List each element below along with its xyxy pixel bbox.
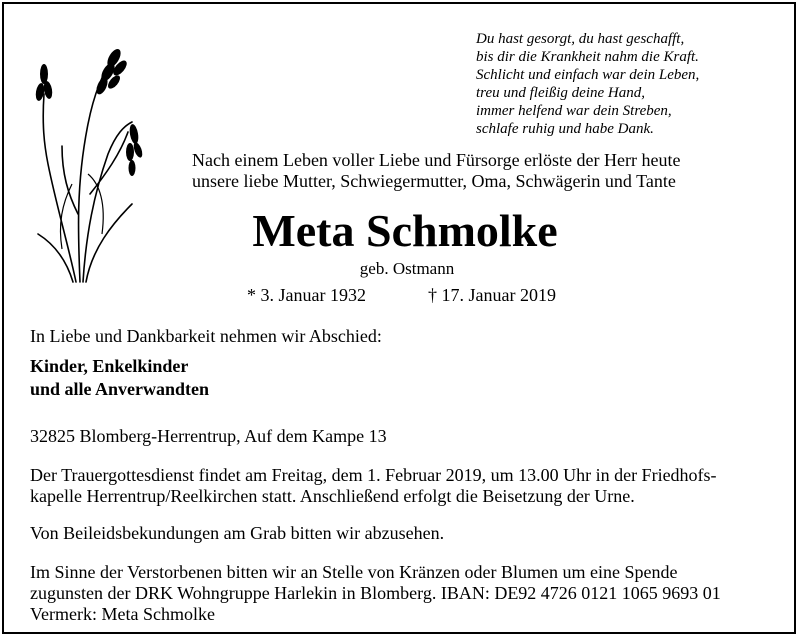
poem-line: bis dir die Krankheit nahm die Kraft.	[476, 49, 699, 65]
birth-name: geb. Ostmann	[359, 259, 455, 278]
donation-info	[30, 562, 721, 625]
farewell-text: In Liebe und Dankbarkeit nehmen wir Abschied:	[30, 326, 382, 346]
service-info	[30, 465, 717, 507]
poem	[476, 30, 699, 138]
address: 32825 Blomberg-Herrentrup, Auf dem Kampe 13	[30, 426, 387, 446]
condolence-note: Von Beileidsbekundungen am Grab bitten wir abzusehen.	[30, 523, 445, 543]
poem-line: immer helfend war dein Streben,	[476, 103, 672, 119]
poem-line: Du hast gesorgt, du hast geschafft,	[476, 31, 685, 47]
poem-line: Schlicht und einfach war dein Leben,	[476, 67, 700, 83]
donation-line: Vermerk: Meta Schmolke	[30, 604, 215, 624]
death-date: † 17. Januar 2019	[428, 285, 556, 305]
service-line: kapelle Herrentrup/Reelkirchen statt. Anschließend erfolgt die Beisetzung der Urne.	[30, 486, 635, 506]
mourners-line: und alle Anverwandten	[30, 379, 210, 399]
donation-line: Im Sinne der Verstorbenen bitten wir an Stelle von Kränzen oder Blumen um eine Spende	[30, 562, 678, 582]
intro-line: unsere liebe Mutter, Schwiegermutter, Oma, Schwägerin und Tante	[192, 171, 676, 191]
donation-line: zugunsten der DRK Wohngruppe Harlekin in Blomberg. IBAN: DE92 4726 0121 1065 9693 01	[30, 583, 721, 603]
mourners	[30, 355, 209, 401]
deceased-name: Meta Schmolke	[252, 205, 558, 256]
intro-text	[192, 150, 680, 192]
intro-line: Nach einem Leben voller Liebe und Fürsorge erlöste der Herr heute	[192, 150, 681, 170]
birth-date: * 3. Januar 1932	[247, 285, 366, 305]
service-line: Der Trauergottesdienst findet am Freitag, dem 1. Februar 2019, um 13.00 Uhr in der Friedhofs-	[30, 465, 717, 485]
poem-line: schlafe ruhig und habe Dank.	[476, 121, 654, 137]
poem-line: treu und fleißig deine Hand,	[476, 85, 645, 101]
mourners-line: Kinder, Enkelkinder	[30, 356, 189, 376]
